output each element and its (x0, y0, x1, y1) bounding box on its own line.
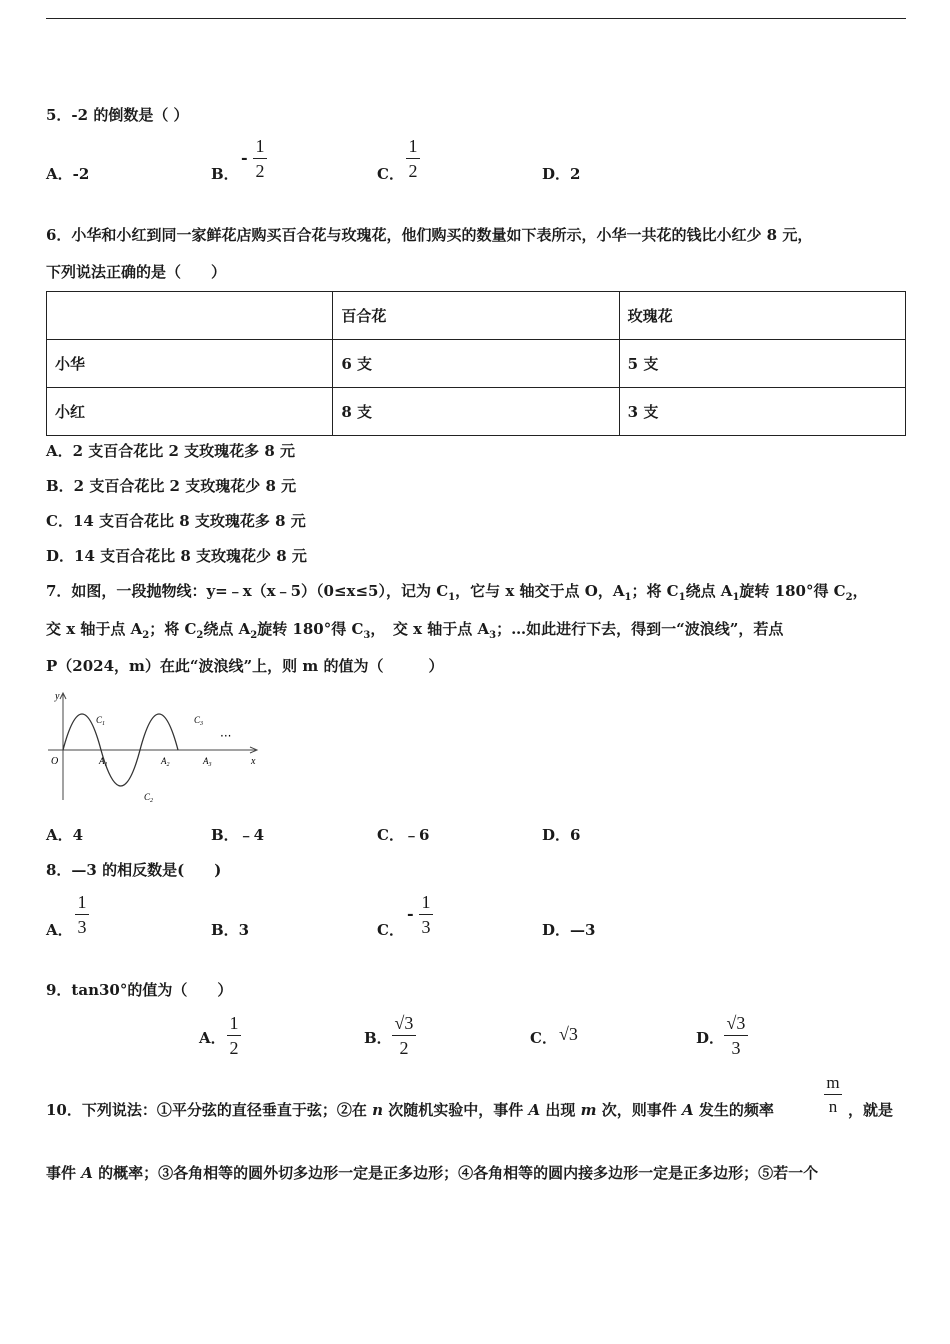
table-cell: 5 支 (619, 340, 905, 388)
fraction-denominator: 3 (421, 917, 431, 937)
var-a: A (528, 1101, 541, 1119)
q6-stem-line2: 下列说法正确的是（ ） (46, 263, 227, 281)
q5-option-c-fraction (406, 137, 420, 180)
fraction-denominator: 2 (408, 161, 418, 181)
fraction-bar (824, 1094, 842, 1095)
fraction-numerator: √3 (394, 1013, 414, 1033)
subscript: 2 (845, 592, 853, 603)
label-c3: $C_3$ (194, 715, 204, 727)
subscript: 1 (624, 592, 632, 603)
text: 事件 (46, 1164, 77, 1182)
table-cell: 小华 (47, 340, 333, 388)
origin-label: O (51, 756, 59, 767)
text: 次，则事件 (601, 1101, 677, 1119)
q7-stem-line2 (46, 618, 783, 641)
q8-option-c-label: C． (377, 921, 404, 939)
q7-option-c: C．﹣6 (377, 826, 430, 844)
q8-option-a-label: A． (46, 921, 73, 939)
q9-option-c-value: √3 (559, 1024, 578, 1044)
text: 7．如图，一段抛物线：y=﹣x（x﹣5）（0≤x≤5），记为 C (46, 582, 449, 600)
fraction-numerator: 1 (255, 136, 265, 156)
label-c1: $C_1$ (96, 715, 106, 727)
table-row (47, 340, 906, 388)
text: ， 交 x 轴于点 A (370, 620, 490, 638)
fraction-bar (392, 1035, 416, 1036)
q9-stem: 9．tan30°的值为（ ） (46, 981, 233, 999)
table-cell (47, 292, 333, 340)
var-m: m (580, 1101, 597, 1119)
q9-option-b-fraction (392, 1014, 416, 1057)
text: 的概率；③各角相等的圆外切多边形一定是正多边形；④各角相等的圆内接多边形一定是正多边形；⑤若一个 (98, 1164, 819, 1182)
text: 旋转 180°得 C (257, 620, 364, 638)
text: 10．下列说法：①平分弦的直径垂直于弦；②在 (46, 1101, 367, 1119)
q9-option-c-label: C． (530, 1029, 557, 1047)
label-a2: $A_2$ (161, 756, 170, 768)
fraction-denominator: 2 (255, 161, 265, 181)
label-c2: $C_2$ (144, 792, 154, 804)
text: ，它与 x 轴交于点 O，A (455, 582, 625, 600)
subscript: 3 (363, 630, 371, 641)
subscript: 2 (196, 630, 204, 641)
var-a: A (682, 1101, 694, 1119)
fraction-numerator: m (826, 1073, 840, 1092)
fraction-denominator: 2 (399, 1038, 409, 1058)
q7-stem-line1 (46, 580, 868, 603)
q8-option-b: B．3 (211, 921, 250, 939)
q6-option-d: D．14 支百合花比 8 支玫瑰花少 8 元 (46, 547, 307, 565)
q7-stem-line3: P（2024，m）在此“波浪线”上，则 m 的值为（ ） (46, 657, 444, 675)
q7-option-a: A．4 (46, 826, 84, 844)
fraction-denominator: 2 (229, 1038, 239, 1058)
fraction-bar (406, 158, 420, 159)
fraction-numerator: √3 (726, 1013, 746, 1033)
text: ；将 C (631, 582, 679, 600)
q10-frequency-fraction (824, 1074, 842, 1115)
q10-line1-part2: ，就是 (848, 1101, 894, 1119)
label-a3: $A_3$ (203, 756, 212, 768)
y-axis-label: y (55, 691, 60, 702)
q9-option-a-label: A． (199, 1029, 226, 1047)
subscript: 1 (448, 592, 456, 603)
fraction-denominator: 3 (77, 917, 87, 937)
text: 交 x 轴于点 A (46, 620, 143, 638)
table-cell: 8 支 (333, 388, 619, 436)
fraction-bar (253, 158, 267, 159)
var-n: n (372, 1101, 384, 1119)
q6-option-b: B．2 支百合花比 2 支玫瑰花少 8 元 (46, 477, 297, 495)
q5-option-a: A．-2 (46, 165, 90, 183)
subscript: 2 (250, 630, 258, 641)
text: ；…如此进行下去，得到一“波浪线”，若点 (496, 620, 784, 638)
fraction-numerator: 1 (229, 1013, 239, 1033)
text: 旋转 180°得 C (739, 582, 846, 600)
q9-option-d-label: D． (696, 1029, 725, 1047)
q5-option-b-fraction (253, 137, 267, 180)
text: ， (852, 582, 868, 600)
curve-c3 (140, 714, 178, 750)
text: 次随机实验中，事件 (388, 1101, 524, 1119)
q5-option-c-label: C． (377, 165, 404, 183)
q9-option-d-fraction (724, 1014, 748, 1057)
q9-option-b-label: B． (364, 1029, 392, 1047)
fraction-denominator: n (828, 1097, 838, 1116)
subscript: 1 (678, 592, 686, 603)
text: 出现 (545, 1101, 576, 1119)
table-cell: 3 支 (619, 388, 905, 436)
fraction-bar (419, 914, 433, 915)
table-row (47, 388, 906, 436)
var-a: A (81, 1164, 93, 1182)
fraction-numerator: 1 (77, 892, 87, 912)
q9-option-a-fraction (227, 1014, 241, 1057)
fraction-bar (227, 1035, 241, 1036)
q8-option-d: D．—3 (542, 921, 596, 939)
table-row (47, 292, 906, 340)
q8-stem: 8．—3 的相反数是( ) (46, 861, 222, 879)
fraction-numerator: 1 (408, 136, 418, 156)
table-header-rose: 玫瑰花 (619, 292, 905, 340)
ellipsis: ··· (220, 729, 232, 743)
q10-line1-part1 (46, 1099, 774, 1120)
q8-option-c-sign: - (407, 904, 414, 923)
q6-stem-line1: 6．小华和小红到同一家鲜花店购买百合花与玫瑰花，他们购买的数量如下表所示，小华一共花的钱比小红少 8 元， (46, 226, 813, 244)
label-a1: $A_1$ (99, 756, 108, 768)
q5-stem: 5．-2 的倒数是（ ） (46, 106, 189, 124)
q8-option-a-fraction (75, 893, 89, 936)
q5-option-b-sign: - (241, 148, 248, 167)
q10-line2 (46, 1162, 818, 1183)
table-cell: 6 支 (333, 340, 619, 388)
text: 绕点 A (203, 620, 251, 638)
subscript: 2 (142, 630, 150, 641)
fraction-denominator: 3 (731, 1038, 741, 1058)
subscript: 3 (489, 630, 497, 641)
curve-c2 (101, 750, 140, 786)
fraction-bar (75, 914, 89, 915)
q5-option-b-label: B． (211, 165, 239, 183)
table-cell: 小红 (47, 388, 333, 436)
q7-option-b: B．﹣4 (211, 826, 265, 844)
table-header-lily: 百合花 (333, 292, 619, 340)
x-axis-label: x (251, 756, 256, 767)
header-rule (46, 18, 906, 19)
wave-figure (44, 690, 266, 805)
text: ；将 C (149, 620, 197, 638)
q6-option-a: A．2 支百合花比 2 支玫瑰花多 8 元 (46, 442, 296, 460)
subscript: 1 (732, 592, 740, 603)
fraction-bar (724, 1035, 748, 1036)
q7-option-d: D．6 (542, 826, 581, 844)
q6-option-c: C．14 支百合花比 8 支玫瑰花多 8 元 (46, 512, 306, 530)
fraction-numerator: 1 (421, 892, 431, 912)
q8-option-c-fraction (419, 893, 433, 936)
text: 绕点 A (685, 582, 733, 600)
q5-option-d: D．2 (542, 165, 581, 183)
q6-table (46, 291, 906, 436)
text: 发生的频率 (698, 1101, 774, 1119)
